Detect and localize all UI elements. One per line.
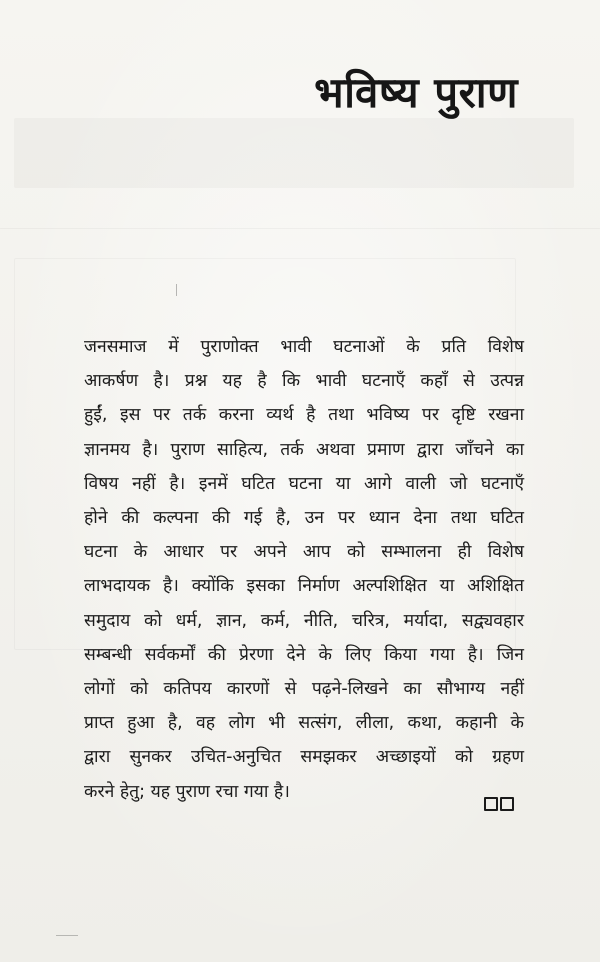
show-through-shadow bbox=[14, 118, 574, 188]
square-outline-icon bbox=[484, 797, 498, 811]
paragraph-line: समुदाय को धर्म, ज्ञान, कर्म, नीति, चरित्र, मर्यादा, सद्व्यवहार bbox=[84, 610, 524, 631]
paragraph-line: घटना के आधार पर अपने आप को सम्भालना ही विशेष bbox=[84, 542, 524, 563]
page-title: भविष्य पुराण bbox=[314, 68, 518, 117]
print-speck bbox=[176, 284, 177, 296]
paragraph-line: करने हेतु; यह पुराण रचा गया है। bbox=[84, 781, 290, 802]
paragraph-line: आकर्षण है। प्रश्न यह है कि भावी घटनाएँ कहाँ से उत्पन्न bbox=[84, 371, 524, 392]
paragraph-line: द्वारा सुनकर उचित-अनुचित समझकर अच्छाइयों को ग्रहण bbox=[84, 747, 524, 768]
square-outline-icon bbox=[500, 797, 514, 811]
paragraph-line: प्राप्त हुआ है, वह लोग भी सत्संग, लीला, कथा, कहानी के bbox=[84, 713, 524, 734]
body-paragraph bbox=[84, 330, 524, 809]
margin-mark bbox=[56, 935, 78, 936]
paragraph-line: लाभदायक है। क्योंकि इसका निर्माण अल्पशिक्षित या अशिक्षित bbox=[84, 576, 524, 597]
show-through-shadow bbox=[0, 228, 600, 229]
paragraph-line: लोगों को कतिपय कारणों से पढ़ने-लिखने का सौभाग्य नहीं bbox=[84, 679, 524, 700]
paragraph-line: ज्ञानमय है। पुराण साहित्य, तर्क अथवा प्रमाण द्वारा जाँचने का bbox=[84, 439, 524, 460]
paragraph-line: जनसमाज में पुराणोक्त भावी घटनाओं के प्रति विशेष bbox=[84, 337, 524, 357]
section-end-mark bbox=[484, 797, 514, 811]
paragraph-line: हुईं, इस पर तर्क करना व्यर्थ है तथा भविष्य पर दृष्टि रखना bbox=[84, 405, 524, 426]
paragraph-line: होने की कल्पना की गई है, उन पर ध्यान देना तथा घटित bbox=[84, 508, 524, 529]
paragraph-line: विषय नहीं है। इनमें घटित घटना या आगे वाली जो घटनाएँ bbox=[84, 473, 524, 494]
paragraph-line: सम्बन्धी सर्वकर्मों की प्रेरणा देने के लिए किया गया है। जिन bbox=[84, 644, 524, 665]
